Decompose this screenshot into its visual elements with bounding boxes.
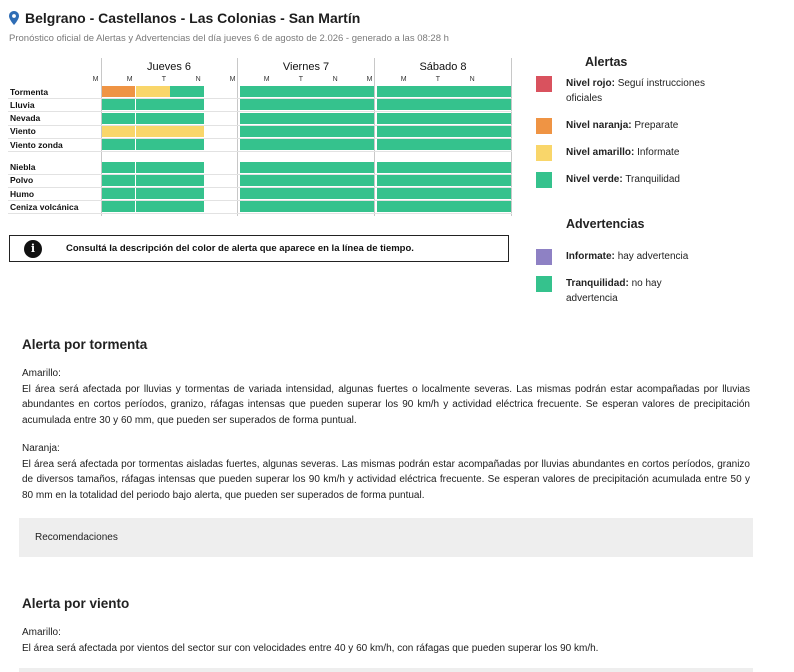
timeline-cell-green (444, 188, 478, 199)
timeline-cell-green (411, 175, 445, 186)
timeline-cell-green (102, 188, 136, 199)
timeline-cell-yellow (136, 126, 170, 137)
timeline-cell-green (274, 86, 308, 97)
section-entry-viento-amarillo (22, 625, 750, 656)
forecast-subtitle: Pronóstico oficial de Alertas y Advertencias del día jueves 6 de agosto de 2.026 - generado a las 08:28 h (9, 33, 449, 44)
entry-level: Amarillo: (22, 627, 61, 638)
timeline-cell-yellow (136, 86, 170, 97)
legend-item-purple (536, 249, 716, 265)
timeline-cell-green (307, 99, 341, 110)
timeline-cell-green (341, 175, 375, 186)
timeline-cell-green (102, 162, 136, 173)
location-title (9, 10, 360, 26)
timeline-cell-green (341, 162, 375, 173)
timeline-cell-green (444, 175, 478, 186)
slot-label: N (195, 76, 201, 83)
slot-label: M (229, 76, 236, 83)
timeline-cell-green (274, 162, 308, 173)
slot-label: T (161, 76, 167, 83)
timeline-cell-green (444, 126, 478, 137)
alert-timeline (8, 58, 512, 216)
slot-label: T (435, 76, 441, 83)
day-label: Jueves 6 (146, 61, 192, 73)
timeline-cell-green (478, 86, 512, 97)
timeline-cell-green (307, 113, 341, 124)
timeline-cell-green (136, 113, 170, 124)
timeline-cell-green (444, 201, 478, 212)
row-label: Niebla (10, 162, 36, 172)
timeline-cell-green (136, 201, 170, 212)
timeline-cell-orange (102, 86, 136, 97)
section-entry-naranja (22, 441, 750, 503)
timeline-cell-green (307, 126, 341, 137)
legend-text-purple: Informate: hay advertencia (566, 251, 689, 262)
timeline-cell-green (341, 201, 375, 212)
timeline-cell-green (377, 162, 411, 173)
timeline-cell-green (411, 139, 445, 150)
timeline-cell-green (341, 126, 375, 137)
timeline-cell-green (377, 201, 411, 212)
timeline-cell-green (274, 201, 308, 212)
legend-swatch-tranquilidad (536, 276, 552, 292)
timeline-cell-green (411, 188, 445, 199)
timeline-cell-green (478, 126, 512, 137)
entry-level: Naranja: (22, 443, 60, 454)
timeline-cell-green (274, 99, 308, 110)
entry-text: El área será afectada por lluvias y tormentas de variada intensidad, algunas fuertes o localmente severas. Las mismas podrán estar acompañadas por lluvias abundantes en cortos períodos, granizo, ráfagas intensas que pueden superar los 90 km/h y actividad eléctrica frecuente. Se esperan valores de precipitación acumulada entre 30 y 60 mm, que pueden ser superados de forma puntual. (22, 383, 750, 426)
timeline-cell-green (170, 201, 204, 212)
timeline-cell-green (444, 113, 478, 124)
timeline-cell-green (170, 175, 204, 186)
legend-swatch-green (536, 172, 552, 188)
timeline-cell-green (377, 86, 411, 97)
timeline-cell-green (170, 99, 204, 110)
timeline-cell-green (240, 99, 274, 110)
row-label: Ceniza volcánica (10, 201, 79, 212)
legend-text-yellow: Nivel amarillo: Informate (566, 147, 680, 158)
row-divider (8, 213, 512, 214)
timeline-cell-green (136, 99, 170, 110)
info-icon: i (24, 240, 42, 258)
timeline-cell-green (377, 175, 411, 186)
timeline-cell-green (240, 162, 274, 173)
legend-item-orange (536, 118, 716, 134)
timeline-cell-green (478, 99, 512, 110)
legend-text-red: Nivel rojo: Seguí instrucciones oficiales (566, 78, 705, 104)
timeline-cell-green (102, 175, 136, 186)
timeline-cell-yellow (102, 126, 136, 137)
row-label: Viento (10, 126, 36, 137)
legend-text-green: Nivel verde: Tranquilidad (566, 174, 680, 185)
entry-level: Amarillo: (22, 368, 61, 379)
slot-label: M (92, 76, 99, 83)
row-label: Humo (10, 188, 35, 199)
slot-label: M (263, 76, 270, 83)
timeline-cell-green (411, 201, 445, 212)
timeline-cell-green (240, 188, 274, 199)
slot-label: M (400, 76, 407, 83)
timeline-cell-green (240, 175, 274, 186)
slot-label: N (469, 76, 475, 83)
timeline-cell-green (444, 139, 478, 150)
timeline-cell-green (478, 188, 512, 199)
entry-text: El área será afectada por vientos del sector sur con velocidades entre 40 y 60 km/h, con ráfagas que pueden superar los 90 km/h. (22, 642, 599, 654)
section-title-tormenta: Alerta por tormenta (22, 337, 148, 352)
legend-swatch-purple (536, 249, 552, 265)
timeline-cell-green (240, 139, 274, 150)
timeline-cell-green (341, 86, 375, 97)
timeline-cell-green (411, 162, 445, 173)
timeline-cell-green (377, 126, 411, 137)
legend-text-tranquilidad: Tranquilidad: no hay advertencia (566, 278, 662, 304)
timeline-cell-green (170, 139, 204, 150)
timeline-cell-green (341, 99, 375, 110)
timeline-cell-green (444, 86, 478, 97)
legend-warnings-title: Advertencias (566, 217, 645, 231)
timeline-cell-green (341, 113, 375, 124)
timeline-cell-green (411, 86, 445, 97)
timeline-cell-green (136, 175, 170, 186)
row-label: Nevada (10, 113, 41, 124)
timeline-cell-green (170, 113, 204, 124)
legend-item-green (536, 172, 716, 188)
timeline-cell-green (478, 139, 512, 150)
timeline-cell-green (411, 126, 445, 137)
timeline-cell-green (274, 188, 308, 199)
row-label: Tormenta (10, 86, 49, 97)
slot-label: T (298, 76, 304, 83)
recommendations-label: Recomendaciones (35, 532, 118, 543)
legend-text-orange: Nivel naranja: Preparate (566, 120, 679, 131)
timeline-cell-green (444, 162, 478, 173)
entry-text: El área será afectada por tormentas aisladas fuertes, algunas severas. Las mismas podrán estar acompañadas por lluvias abundantes en cortos períodos, granizo de diversos tamaños, ráfagas intensas que pueden superar los 90 km/h y actividad eléctrica frecuente. Se esperan valores de precipitación acumulada entre 50 y 80 mm en la totalidad del periodo bajo alerta, que pueden ser superados de forma puntual. (22, 458, 750, 501)
timeline-cell-green (102, 201, 136, 212)
row-label: Polvo (10, 175, 34, 186)
slot-label: M (126, 76, 133, 83)
timeline-cell-green (377, 139, 411, 150)
timeline-cell-green (170, 162, 204, 173)
timeline-cell-green (274, 139, 308, 150)
section-entry-amarillo (22, 366, 750, 428)
timeline-cell-yellow (170, 126, 204, 137)
timeline-cell-green (274, 175, 308, 186)
timeline-cell-green (478, 201, 512, 212)
legend-item-yellow (536, 145, 716, 161)
timeline-cell-green (377, 188, 411, 199)
timeline-cell-green (240, 86, 274, 97)
timeline-cell-green (478, 175, 512, 186)
timeline-cell-green (307, 139, 341, 150)
timeline-cell-green (411, 113, 445, 124)
timeline-cell-green (307, 162, 341, 173)
legend-item-red (536, 76, 716, 106)
timeline-cell-green (341, 139, 375, 150)
slot-label: N (332, 76, 338, 83)
legend-swatch-red (536, 76, 552, 92)
row-label: Viento zonda (10, 139, 63, 150)
legend-alerts-title: Alertas (585, 55, 628, 69)
timeline-cell-green (274, 113, 308, 124)
location-title-text: Belgrano - Castellanos - Las Colonias - San Martín (25, 10, 361, 26)
legend-swatch-orange (536, 118, 552, 134)
timeline-cell-green (478, 113, 512, 124)
legend-swatch-yellow (536, 145, 552, 161)
timeline-cell-green (307, 175, 341, 186)
info-box (9, 235, 509, 262)
timeline-cell-green (136, 162, 170, 173)
timeline-cell-green (307, 86, 341, 97)
row-label: Lluvia (10, 99, 35, 110)
timeline-cell-green (102, 99, 136, 110)
location-pin-icon (9, 11, 19, 25)
timeline-cell-green (377, 99, 411, 110)
slot-label: M (366, 76, 373, 83)
timeline-cell-green (136, 139, 170, 150)
section-title-viento: Alerta por viento (22, 596, 130, 611)
timeline-cell-green (411, 99, 445, 110)
day-label: Viernes 7 (282, 61, 330, 73)
timeline-cell-green (240, 113, 274, 124)
timeline-cell-green (240, 126, 274, 137)
timeline-cell-green (102, 139, 136, 150)
legend-item-tranquilidad (536, 276, 681, 306)
timeline-cell-green (341, 188, 375, 199)
info-box-text: Consultá la descripción del color de alerta que aparece en la línea de tiempo. (66, 243, 414, 254)
timeline-cell-green (102, 113, 136, 124)
timeline-cell-green (377, 113, 411, 124)
timeline-cell-green (240, 201, 274, 212)
timeline-cell-green (307, 201, 341, 212)
timeline-cell-green (136, 188, 170, 199)
row-divider (8, 151, 512, 152)
timeline-cell-green (444, 99, 478, 110)
day-label: Sábado 8 (419, 61, 467, 73)
timeline-cell-green (478, 162, 512, 173)
timeline-cell-green (274, 126, 308, 137)
recommendations-accordion[interactable] (19, 518, 753, 557)
timeline-cell-green (307, 188, 341, 199)
timeline-cell-green (170, 86, 204, 97)
timeline-cell-green (170, 188, 204, 199)
next-section-divider (19, 668, 753, 672)
